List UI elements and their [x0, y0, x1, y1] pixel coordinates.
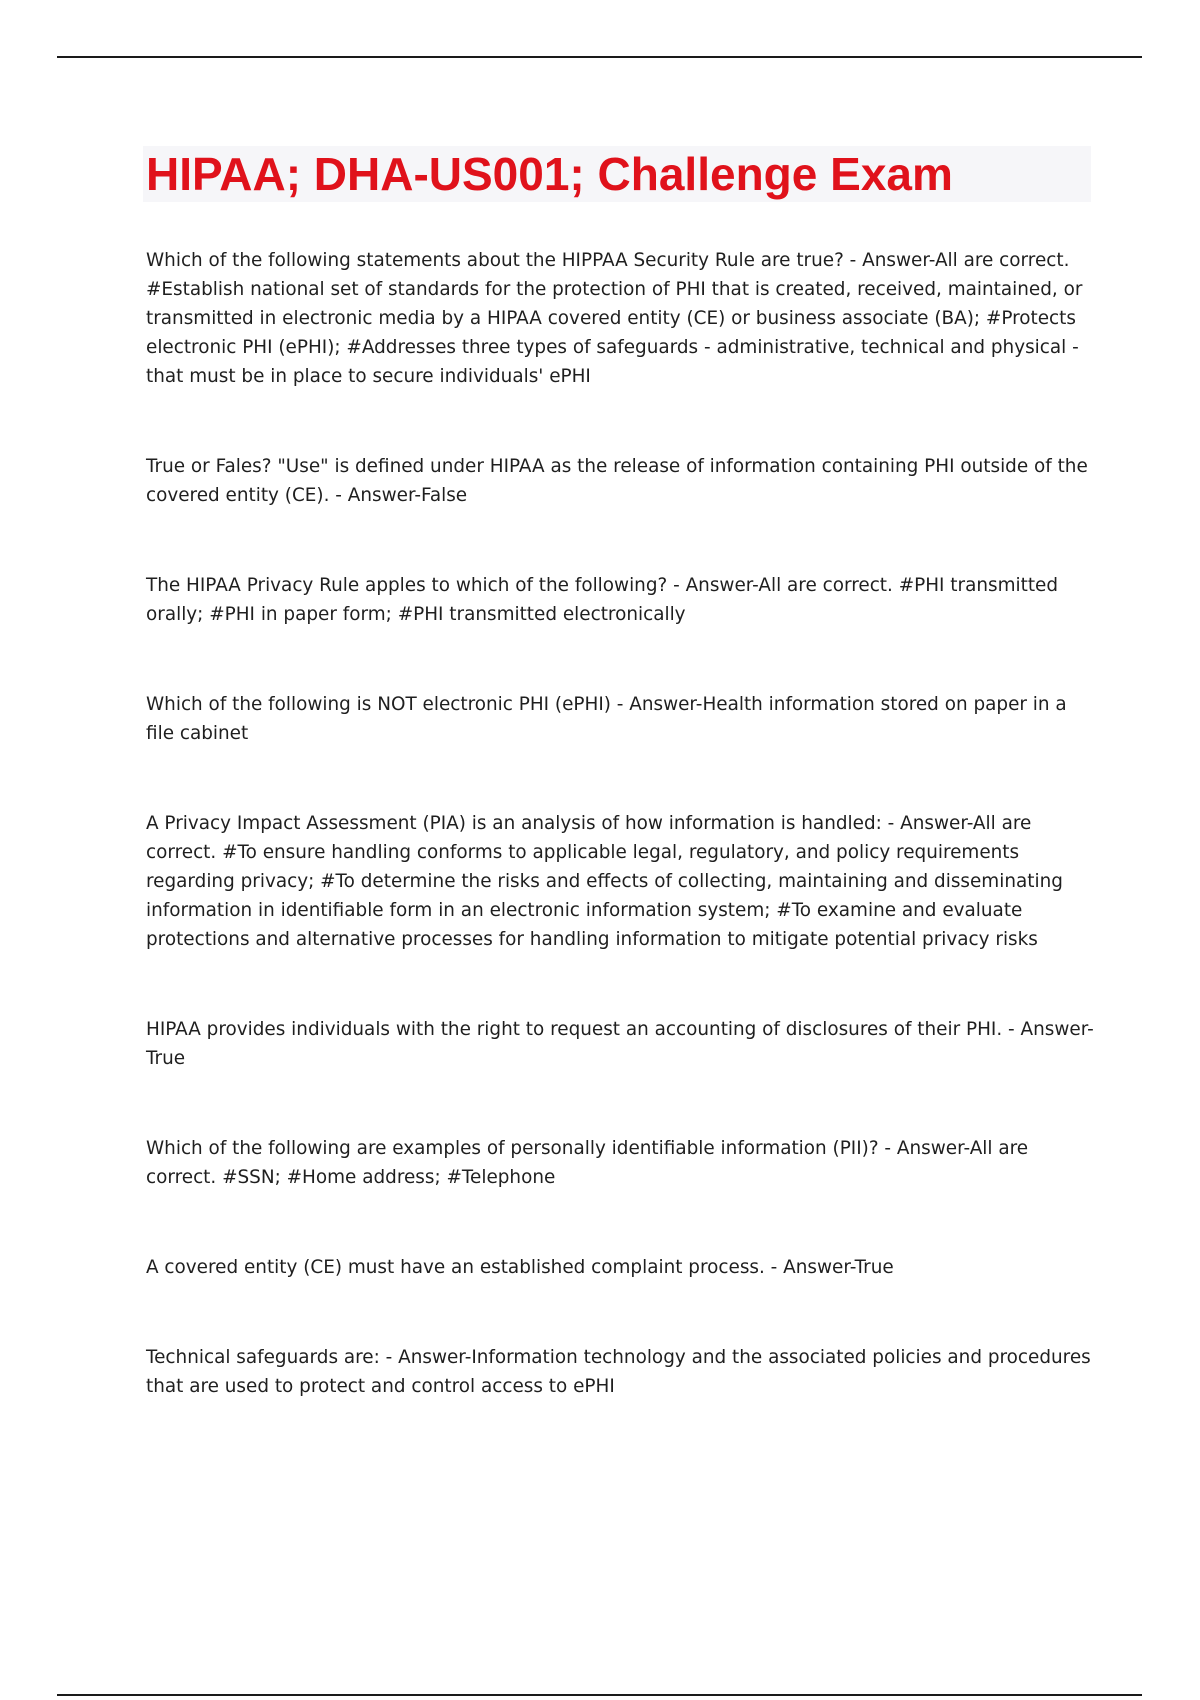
qa-item: Which of the following are examples of personally identifiable information (PII)? - Answer-All are correct. #SSN; #Home address; #Telephone	[146, 1138, 1029, 1188]
qa-item: Which of the following statements about the HIPPAA Security Rule are true? - Answer-All are correct. #Establish national set of standards for the protection of PHI that is created, received, maintained, or transmitted in electronic media by a HIPAA covered entity (CE) or business associate (BA); #Protects electronic PHI (ePHI); #Addresses three types of safeguards - administrative, technical and physical - that must be in place to secure individuals' ePHI	[146, 250, 1083, 387]
qa-item: HIPAA provides individuals with the right to request an accounting of disclosures of their PHI. - Answer-True	[146, 1019, 1094, 1069]
bottom-rule	[57, 1694, 1142, 1696]
qa-item: Which of the following is NOT electronic PHI (ePHI) - Answer-Health information stored on paper in a file cabinet	[146, 694, 1067, 744]
qa-item: A covered entity (CE) must have an established complaint process. - Answer-True	[146, 1257, 894, 1278]
top-rule	[57, 56, 1142, 58]
qa-item: A Privacy Impact Assessment (PIA) is an analysis of how information is handled: - Answer-All are correct. #To ensure handling conforms to applicable legal, regulatory, and policy requirements regarding privacy; #To determine the risks and effects of collecting, maintaining and disseminating information in identifiable form in an electronic information system; #To examine and evaluate protections and alternative processes for handling information to mitigate potential privacy risks	[146, 813, 1063, 950]
qa-list	[146, 246, 1096, 1462]
qa-item: Technical safeguards are: - Answer-Information technology and the associated policies and procedures that are used to protect and control access to ePHI	[146, 1347, 1091, 1397]
page-title: HIPAA; DHA-US001; Challenge Exam	[146, 148, 953, 200]
qa-item: True or Fales? "Use" is defined under HIPAA as the release of information containing PHI outside of the covered entity (CE). - Answer-False	[146, 456, 1088, 506]
qa-item: The HIPAA Privacy Rule apples to which of the following? - Answer-All are correct. #PHI transmitted orally; #PHI in paper form; #PHI transmitted electronically	[146, 575, 1059, 625]
